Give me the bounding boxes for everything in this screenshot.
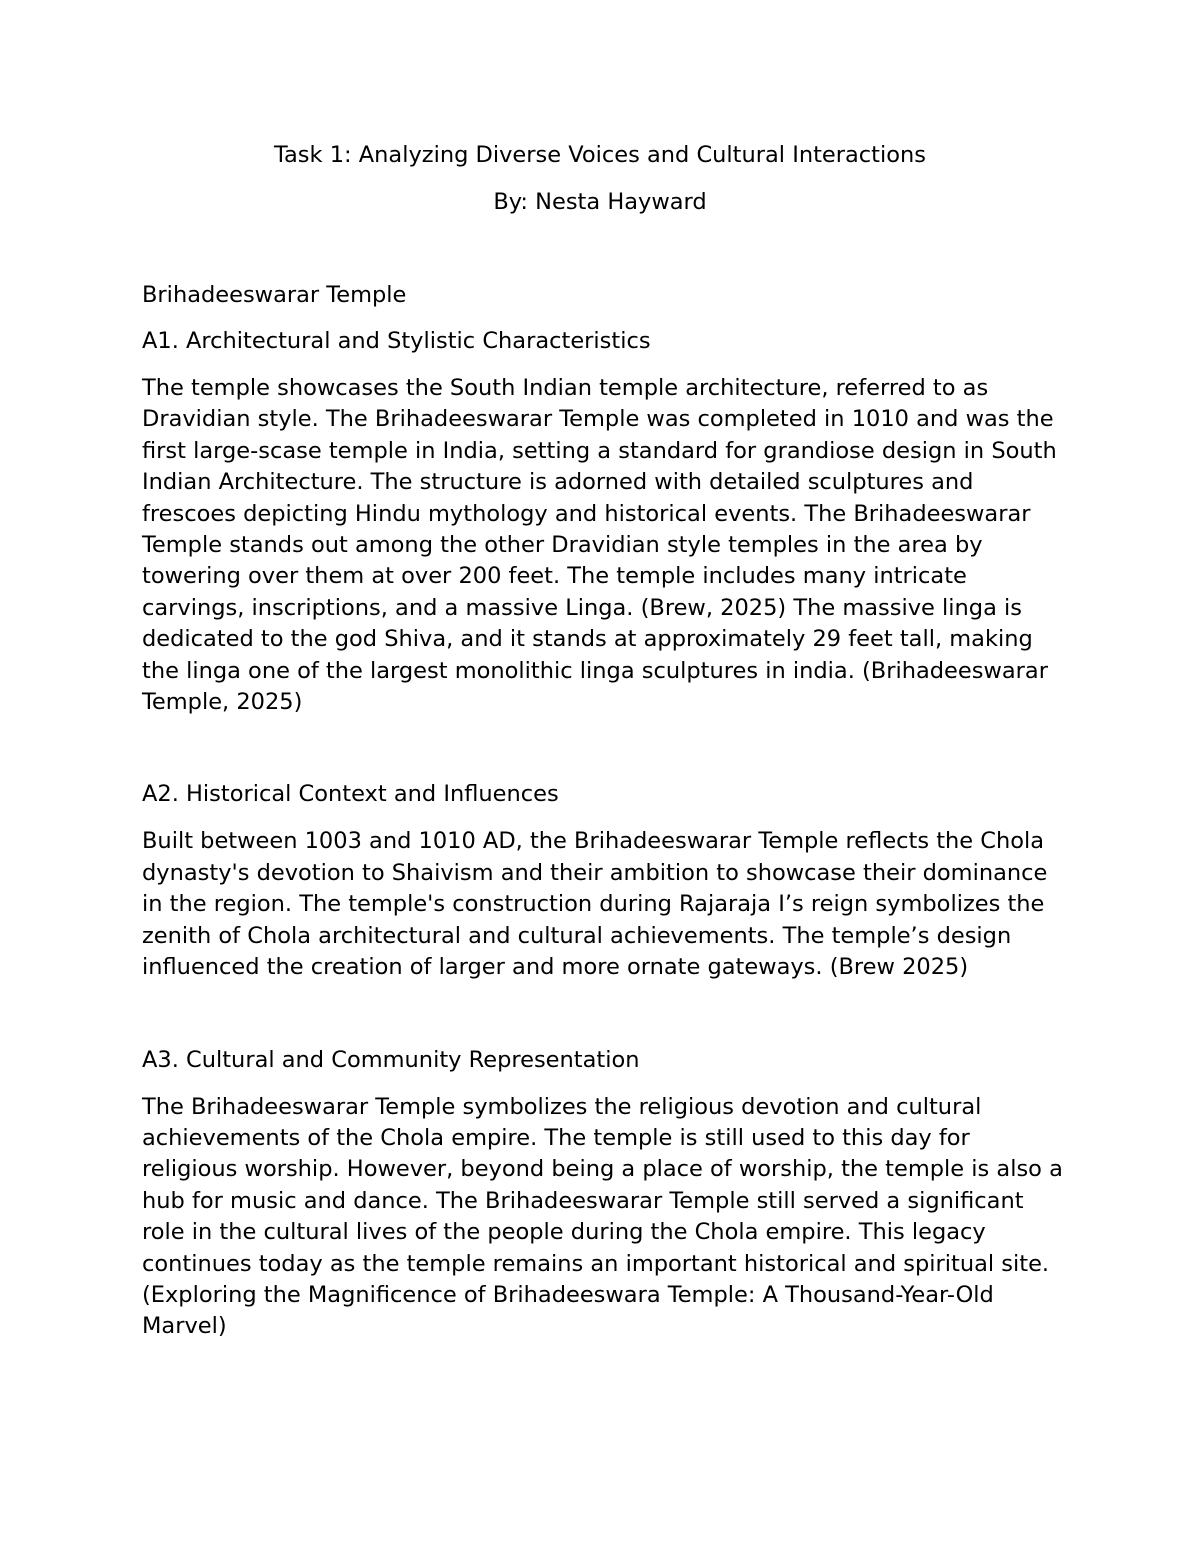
section-paragraph-a2: Built between 1003 and 1010 AD, the Brihadeeswarar Temple reflects the Chola dynasty's devotion to Shaivism and their ambition to showcase their dominance in the region. The temple's construction during Rajaraja I’s reign symbolizes the zenith of Chola architectural and cultural achievements. The temple’s design influenced the creation of larger and more ornate gateways. (Brew 2025): [142, 828, 1048, 981]
section-heading-a2: A2. Historical Context and Influences: [142, 781, 559, 808]
section-a2: [142, 779, 1072, 983]
document-body: [142, 140, 1072, 1343]
section-a3: [142, 1045, 1072, 1343]
subject-heading: Brihadeeswarar Temple: [142, 282, 407, 308]
document-title: Task 1: Analyzing Diverse Voices and Cultural Interactions: [274, 142, 926, 168]
section-a1: [142, 326, 1072, 718]
section-heading-a1: A1. Architectural and Stylistic Characteristics: [142, 328, 651, 354]
title-block: [142, 140, 1058, 218]
section-paragraph-a1: The temple showcases the South Indian temple architecture, referred to as Dravidian style. The Brihadeeswarar Temple was completed in 1010 and was the first large-scase temple in India, setting a standard for grandiose design in South Indian Architecture. The structure is adorned with detailed sculptures and frescoes depicting Hindu mythology and historical events. The Brihadeeswarar Temple stands out among the other Dravidian style temples in the area by towering over them at over 200 feet. The temple includes many intricate carvings, inscriptions, and a massive Linga. (Brew, 2025) The massive linga is dedicated to the god Shiva, and it stands at approximately 29 feet tall, making the linga one of the largest monolithic linga sculptures in india. (Brihadeeswarar Temple, 2025): [142, 375, 1057, 716]
section-paragraph-a3: The Brihadeeswarar Temple symbolizes the religious devotion and cultural achievements of the Chola empire. The temple is still used to this day for religious worship. However, beyond being a place of worship, the temple is also a hub for music and dance. The Brihadeeswarar Temple still served a significant role in the cultural lives of the people during the Chola empire. This legacy continues today as the temple remains an important historical and spiritual site. (Exploring the Magnificence of Brihadeeswara Temple: A Thousand-Year-Old Marvel): [142, 1093, 1063, 1340]
author-byline: By: Nesta Hayward: [493, 189, 707, 215]
section-heading-a3: A3. Cultural and Community Representation: [142, 1046, 640, 1073]
